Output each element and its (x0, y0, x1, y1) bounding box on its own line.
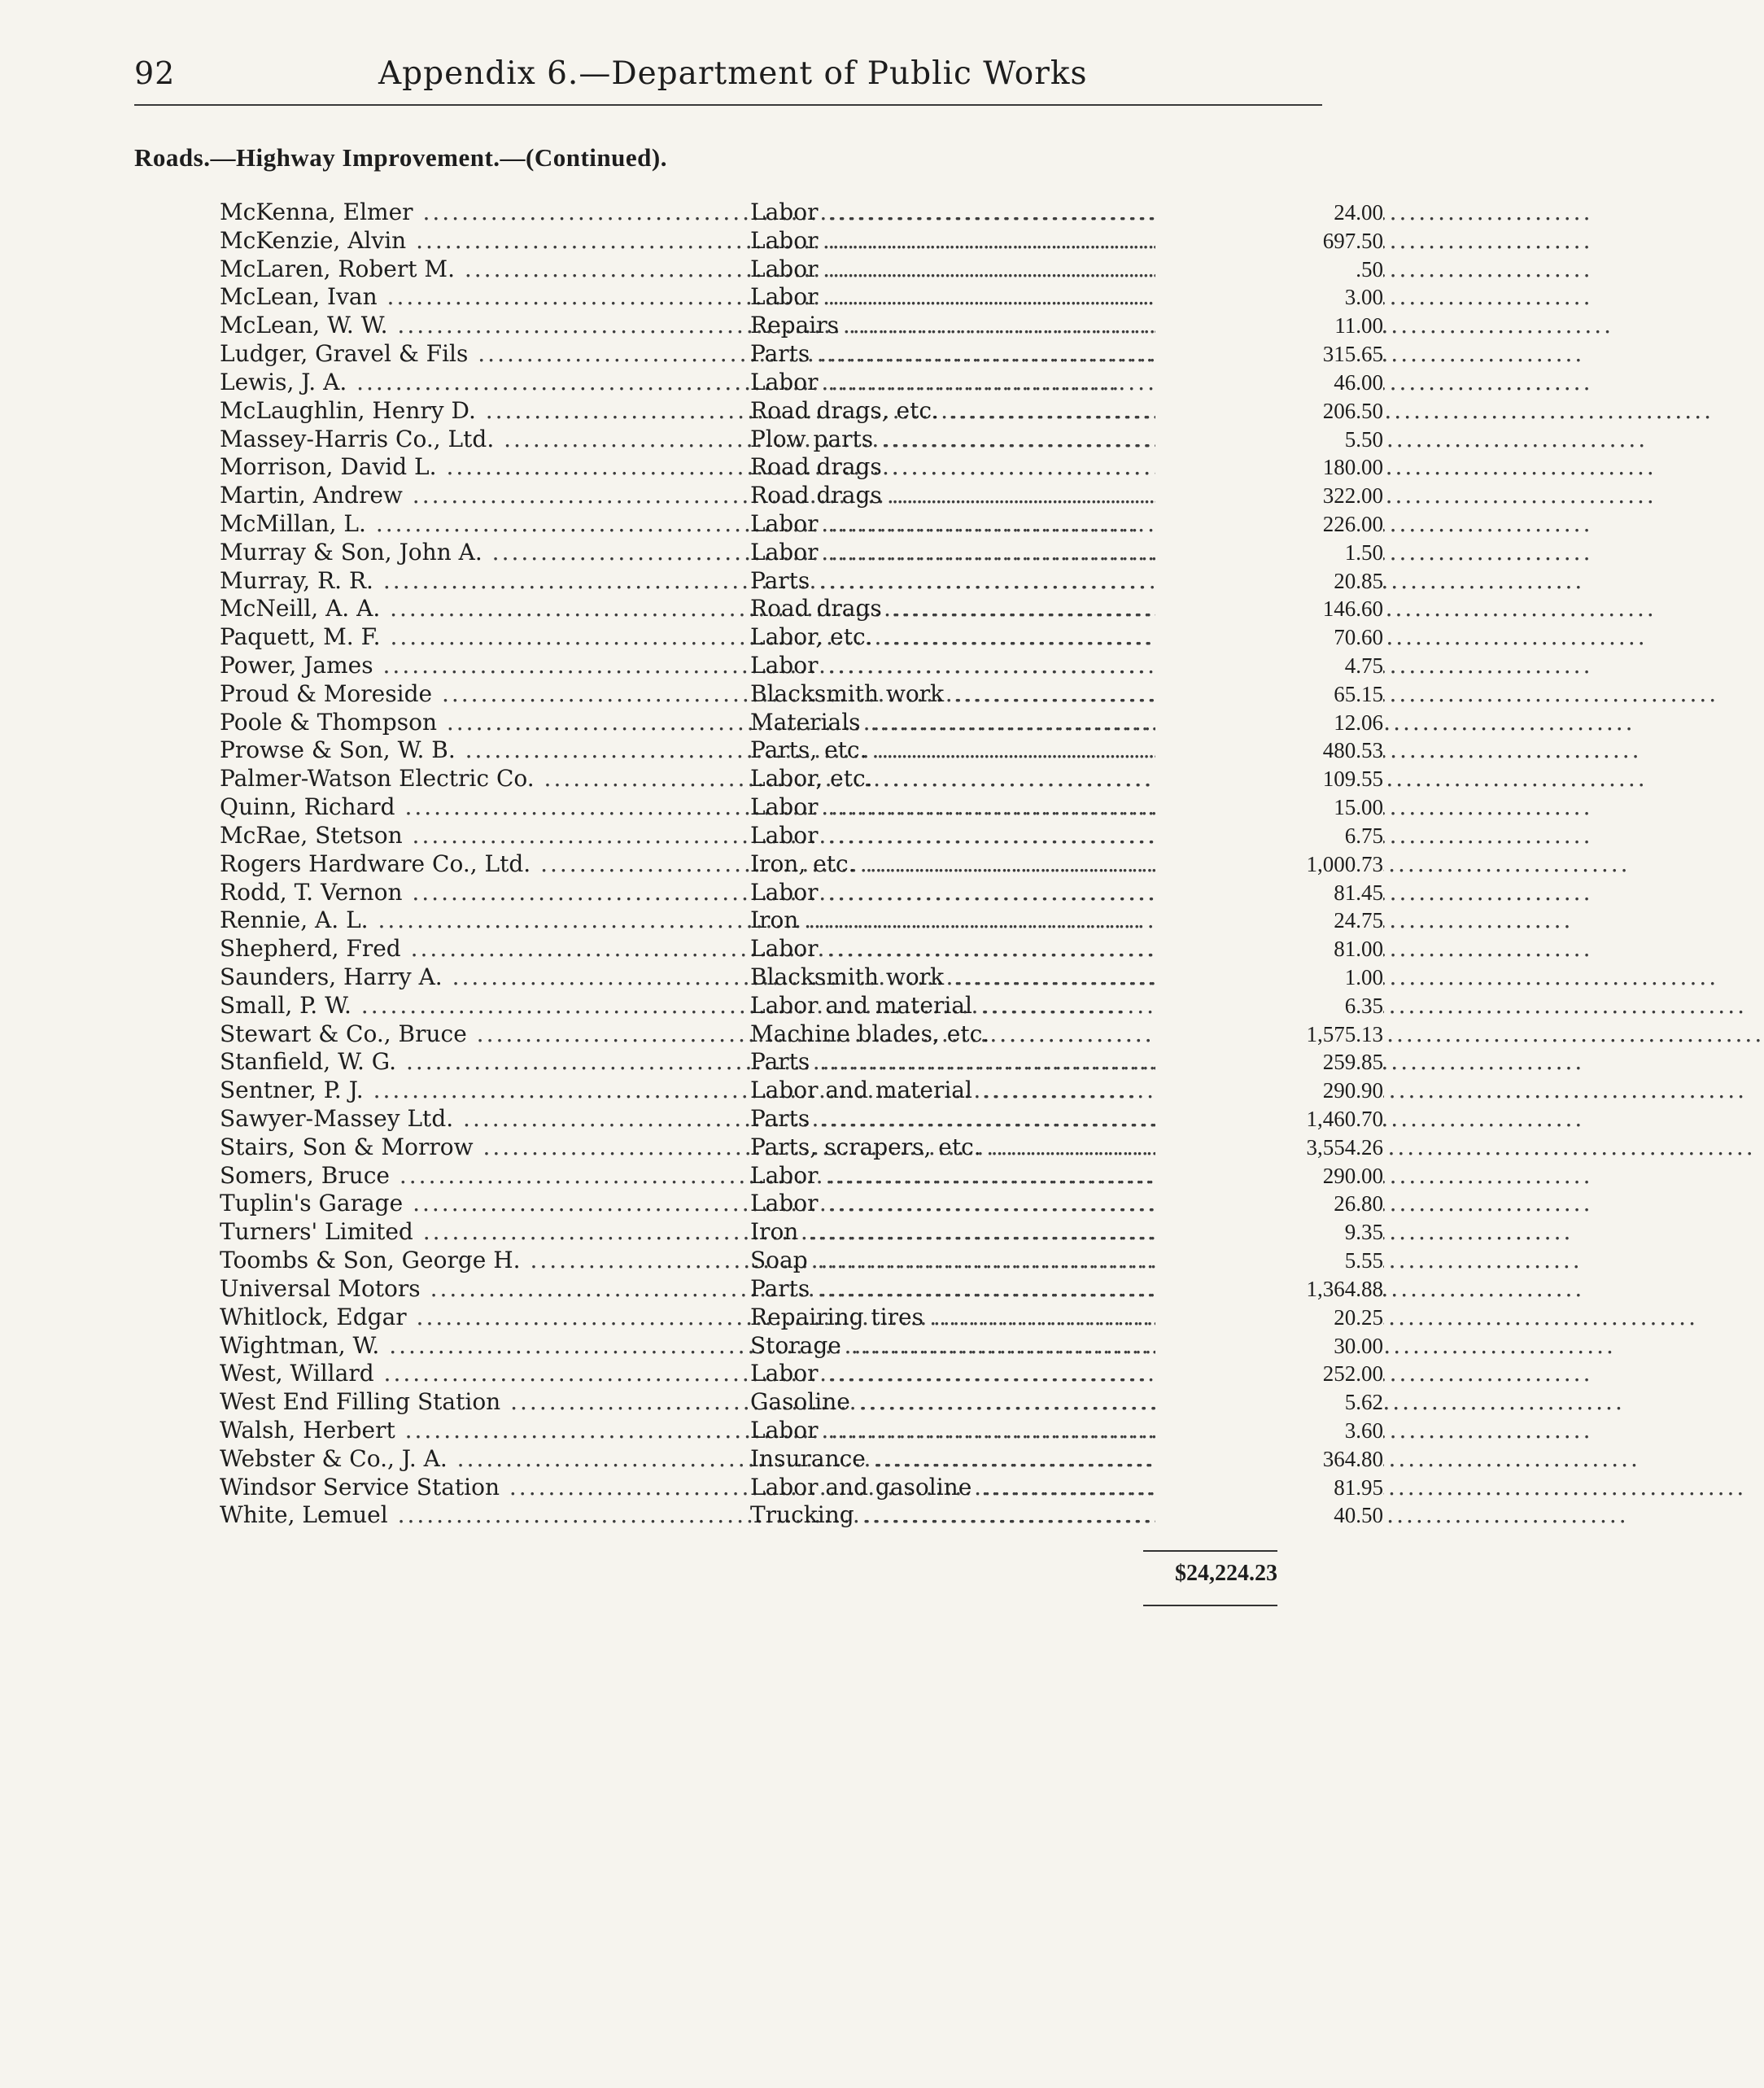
expense-description: Machine blades, etc. ..... (750, 1020, 1369, 1049)
payee-name: McNeill, A. A. ..... (220, 595, 749, 623)
expense-description: Parts ..... (750, 340, 1369, 369)
expense-description: Labor ..... (750, 199, 1369, 227)
ledger-row (220, 1274, 1383, 1304)
ledger-row (220, 1218, 1383, 1247)
payee-name: Whitlock, Edgar ..... (220, 1304, 749, 1332)
ledger-row (220, 850, 1383, 879)
expense-amount: 4.75 (1155, 652, 1383, 680)
payee-name: Morrison, David L. ..... (220, 453, 749, 482)
payee-name: Murray & Son, John A. ..... (220, 539, 749, 567)
payee-name: McRae, Stetson ..... (220, 822, 749, 850)
ledger-row (220, 255, 1383, 284)
expense-description: Labor and gasoline ..... (750, 1474, 1369, 1502)
payee-name: West, Willard ..... (220, 1360, 749, 1388)
payee-name: Stairs, Son & Morrow ..... (220, 1134, 749, 1162)
payee-name: West End Filling Station ..... (220, 1388, 749, 1417)
payee-name: Prowse & Son, W. B. ..... (220, 736, 749, 765)
ledger-row (220, 312, 1383, 340)
expense-description: Labor ..... (750, 1190, 1369, 1218)
expense-description: Parts ..... (750, 1275, 1369, 1304)
expense-amount: 5.62 (1155, 1388, 1383, 1417)
payee-name: McLean, W. W. ..... (220, 312, 749, 340)
payee-name: Rodd, T. Vernon ..... (220, 879, 749, 907)
running-title: Appendix 6.—Department of Public Works (378, 55, 1088, 92)
expense-description: Labor ..... (750, 369, 1369, 397)
payee-name: Turners' Limited ..... (220, 1218, 749, 1247)
expense-description: Parts ..... (750, 1048, 1369, 1077)
ledger-row (220, 652, 1383, 680)
expense-amount: 697.50 (1155, 227, 1383, 256)
payee-name: Stewart & Co., Bruce ..... (220, 1020, 749, 1049)
ledger-row (220, 736, 1383, 765)
ledger-row (220, 991, 1383, 1020)
expense-amount: 252.00 (1155, 1360, 1383, 1388)
payee-name: Massey-Harris Co., Ltd. ..... (220, 426, 749, 454)
expense-amount: 5.50 (1155, 426, 1383, 454)
payee-name: Quinn, Richard ..... (220, 793, 749, 822)
ledger-row (220, 396, 1383, 426)
ledger-row (220, 199, 1383, 227)
expense-amount: 480.53 (1155, 736, 1383, 765)
expense-amount: 290.90 (1155, 1077, 1383, 1105)
expense-amount: 1,364.88 (1155, 1275, 1383, 1304)
ledger-row (220, 1303, 1383, 1332)
ledger-row (220, 878, 1383, 907)
payee-name: White, Lemuel ..... (220, 1501, 749, 1530)
expense-amount: 1.00 (1155, 963, 1383, 992)
expense-description: Labor and material ..... (750, 992, 1369, 1020)
ledger-row (220, 679, 1383, 709)
expense-amount: 5.55 (1155, 1247, 1383, 1275)
ledger-row (220, 1444, 1383, 1474)
expense-amount: 315.65 (1155, 340, 1383, 369)
expense-amount: 290.00 (1155, 1162, 1383, 1190)
ledger-row (220, 226, 1383, 256)
ledger-row (220, 482, 1383, 510)
ledger-row (220, 1161, 1383, 1190)
ledger-row (220, 1360, 1383, 1388)
ledger-row (220, 1190, 1383, 1218)
ledger-row (220, 1388, 1383, 1417)
ledger-row (220, 1133, 1383, 1162)
expense-amount: 259.85 (1155, 1048, 1383, 1077)
ledger-row (220, 793, 1383, 822)
expense-amount: 322.00 (1155, 482, 1383, 510)
ledger-row (220, 425, 1383, 454)
expense-description: Road drags ..... (750, 482, 1369, 510)
payee-name: Walsh, Herbert ..... (220, 1417, 749, 1445)
payee-name: McLaren, Robert M. ..... (220, 256, 749, 284)
expense-amount: 12.06 (1155, 709, 1383, 737)
expense-description: Repairs ..... (750, 312, 1369, 340)
expense-amount: 11.00 (1155, 312, 1383, 340)
ledger-row (220, 453, 1383, 482)
expense-description: Blacksmith work ..... (750, 963, 1369, 992)
expense-description: Soap ..... (750, 1247, 1369, 1275)
expense-description: Iron ..... (750, 1218, 1369, 1247)
payee-name: Lewis, J. A. ..... (220, 369, 749, 397)
expense-description: Labor, etc. ..... (750, 765, 1369, 793)
ledger-row (220, 509, 1383, 539)
payee-name: McLaughlin, Henry D. ..... (220, 397, 749, 426)
expense-amount: 109.55 (1155, 765, 1383, 793)
expense-description: Labor ..... (750, 1360, 1369, 1388)
header-rule (134, 104, 1322, 106)
payee-name: Rennie, A. L. ..... (220, 906, 749, 935)
ledger-row (220, 595, 1383, 623)
expense-amount: 226.00 (1155, 510, 1383, 539)
expense-amount: 206.50 (1155, 397, 1383, 426)
total-rule-bottom (1143, 1605, 1277, 1606)
ledger-row (220, 1473, 1383, 1502)
expense-description: Labor ..... (750, 822, 1369, 850)
ledger-row (220, 1077, 1383, 1105)
ledger-row (220, 821, 1383, 850)
payee-name: Palmer-Watson Electric Co. ..... (220, 765, 749, 793)
payee-name: Poole & Thompson ..... (220, 709, 749, 737)
payee-name: Universal Motors ..... (220, 1275, 749, 1304)
expense-amount: 24.75 (1155, 906, 1383, 935)
expense-description: Blacksmith work ..... (750, 680, 1369, 709)
payee-name: Shepherd, Fred ..... (220, 935, 749, 963)
ledger-row (220, 340, 1383, 369)
expense-description: Plow parts ..... (750, 426, 1369, 454)
expense-amount: 180.00 (1155, 453, 1383, 482)
expense-amount: 30.00 (1155, 1332, 1383, 1361)
ledger-row (220, 1048, 1383, 1077)
payee-name: Ludger, Gravel & Fils ..... (220, 340, 749, 369)
expense-amount: 3.00 (1155, 283, 1383, 312)
expense-description: Labor ..... (750, 1417, 1369, 1445)
expense-amount: 1.50 (1155, 539, 1383, 567)
ledger-row (220, 935, 1383, 963)
payee-name: Power, James ..... (220, 652, 749, 680)
payee-name: Tuplin's Garage ..... (220, 1190, 749, 1218)
payee-name: McKenna, Elmer ..... (220, 199, 749, 227)
payee-name: McKenzie, Alvin ..... (220, 227, 749, 256)
expense-amount: 6.75 (1155, 822, 1383, 850)
payee-name: Murray, R. R. ..... (220, 567, 749, 596)
expense-amount: 70.60 (1155, 623, 1383, 652)
total-amount: $24,224.23 (1175, 1561, 1277, 1586)
ledger-row (220, 1247, 1383, 1275)
expense-description: Labor ..... (750, 652, 1369, 680)
expense-amount: 1,460.70 (1155, 1105, 1383, 1134)
payee-name: Sentner, P. J. ..... (220, 1077, 749, 1105)
ledger-row (220, 1105, 1383, 1134)
ledger-row (220, 623, 1383, 652)
ledger-row (220, 566, 1383, 596)
expense-amount: 6.35 (1155, 992, 1383, 1020)
ledger-row (220, 1416, 1383, 1445)
expense-amount: 20.85 (1155, 567, 1383, 596)
expense-description: Road drags ..... (750, 453, 1369, 482)
expense-amount: 24.00 (1155, 199, 1383, 227)
payee-name: Paquett, M. F. ..... (220, 623, 749, 652)
page-number: 92 (134, 55, 176, 91)
total-rule-top (1143, 1550, 1277, 1552)
expense-description: Labor ..... (750, 793, 1369, 822)
expense-amount: 65.15 (1155, 680, 1383, 709)
payee-name: Martin, Andrew ..... (220, 482, 749, 510)
payee-name: Proud & Moreside ..... (220, 680, 749, 709)
expense-description: Labor, etc. ..... (750, 623, 1369, 652)
expense-amount: 3.60 (1155, 1417, 1383, 1445)
expense-amount: 81.95 (1155, 1474, 1383, 1502)
ledger-row (220, 538, 1383, 567)
payee-name: Somers, Bruce ..... (220, 1162, 749, 1190)
expense-amount: 26.80 (1155, 1190, 1383, 1218)
expense-amount: 3,554.26 (1155, 1134, 1383, 1162)
expense-description: Trucking ..... (750, 1501, 1369, 1530)
payee-name: Small, P. W. ..... (220, 992, 749, 1020)
expense-amount: 364.80 (1155, 1445, 1383, 1474)
expense-amount: 1,575.13 (1155, 1020, 1383, 1049)
section-heading: Roads.—Highway Improvement.—(Continued). (134, 143, 667, 172)
ledger-row (220, 963, 1383, 992)
expense-amount: 9.35 (1155, 1218, 1383, 1247)
expense-description: Parts, scrapers, etc. ..... (750, 1134, 1369, 1162)
ledger-row (220, 906, 1383, 935)
expense-description: Labor ..... (750, 510, 1369, 539)
expense-ledger (220, 199, 1383, 1530)
ledger-row (220, 283, 1383, 312)
expense-description: Labor ..... (750, 935, 1369, 963)
expense-description: Labor ..... (750, 283, 1369, 312)
expense-description: Storage ..... (750, 1332, 1369, 1361)
page-header (134, 52, 1135, 96)
expense-description: Parts ..... (750, 567, 1369, 596)
payee-name: McLean, Ivan ..... (220, 283, 749, 312)
payee-name: Saunders, Harry A. ..... (220, 963, 749, 992)
expense-description: Parts ..... (750, 1105, 1369, 1134)
expense-description: Repairing tires ..... (750, 1304, 1369, 1332)
expense-amount: 46.00 (1155, 369, 1383, 397)
expense-amount: 146.60 (1155, 595, 1383, 623)
expense-description: Labor ..... (750, 227, 1369, 256)
expense-description: Road drags, etc. ..... (750, 397, 1369, 426)
expense-amount: 15.00 (1155, 793, 1383, 822)
expense-amount: 81.45 (1155, 879, 1383, 907)
expense-description: Iron, etc. ..... (750, 850, 1369, 879)
expense-description: Labor ..... (750, 539, 1369, 567)
expense-description: Iron ..... (750, 906, 1369, 935)
expense-description: Road drags ..... (750, 595, 1369, 623)
ledger-row (220, 1501, 1383, 1530)
ledger-row (220, 765, 1383, 793)
expense-amount: 81.00 (1155, 935, 1383, 963)
ledger-row (220, 1331, 1383, 1361)
payee-name: Webster & Co., J. A. ..... (220, 1445, 749, 1474)
expense-description: Labor ..... (750, 256, 1369, 284)
expense-description: Labor and material ..... (750, 1077, 1369, 1105)
ledger-row (220, 368, 1383, 397)
expense-description: Gasoline ..... (750, 1388, 1369, 1417)
payee-name: Sawyer-Massey Ltd. ..... (220, 1105, 749, 1134)
expense-description: Parts, etc. ..... (750, 736, 1369, 765)
payee-name: Wightman, W. ..... (220, 1332, 749, 1361)
ledger-row (220, 708, 1383, 737)
expense-description: Labor ..... (750, 1162, 1369, 1190)
expense-amount: 40.50 (1155, 1501, 1383, 1530)
expense-amount: 20.25 (1155, 1304, 1383, 1332)
expense-description: Insurance ..... (750, 1445, 1369, 1474)
payee-name: Toombs & Son, George H. ..... (220, 1247, 749, 1275)
payee-name: Stanfield, W. G. ..... (220, 1048, 749, 1077)
expense-description: Materials ..... (750, 709, 1369, 737)
expense-amount: 1,000.73 (1155, 850, 1383, 879)
payee-name: Windsor Service Station ..... (220, 1474, 749, 1502)
expense-description: Labor ..... (750, 879, 1369, 907)
payee-name: McMillan, L. ..... (220, 510, 749, 539)
expense-amount: .50 (1155, 256, 1383, 284)
payee-name: Rogers Hardware Co., Ltd. ..... (220, 850, 749, 879)
ledger-row (220, 1020, 1383, 1049)
